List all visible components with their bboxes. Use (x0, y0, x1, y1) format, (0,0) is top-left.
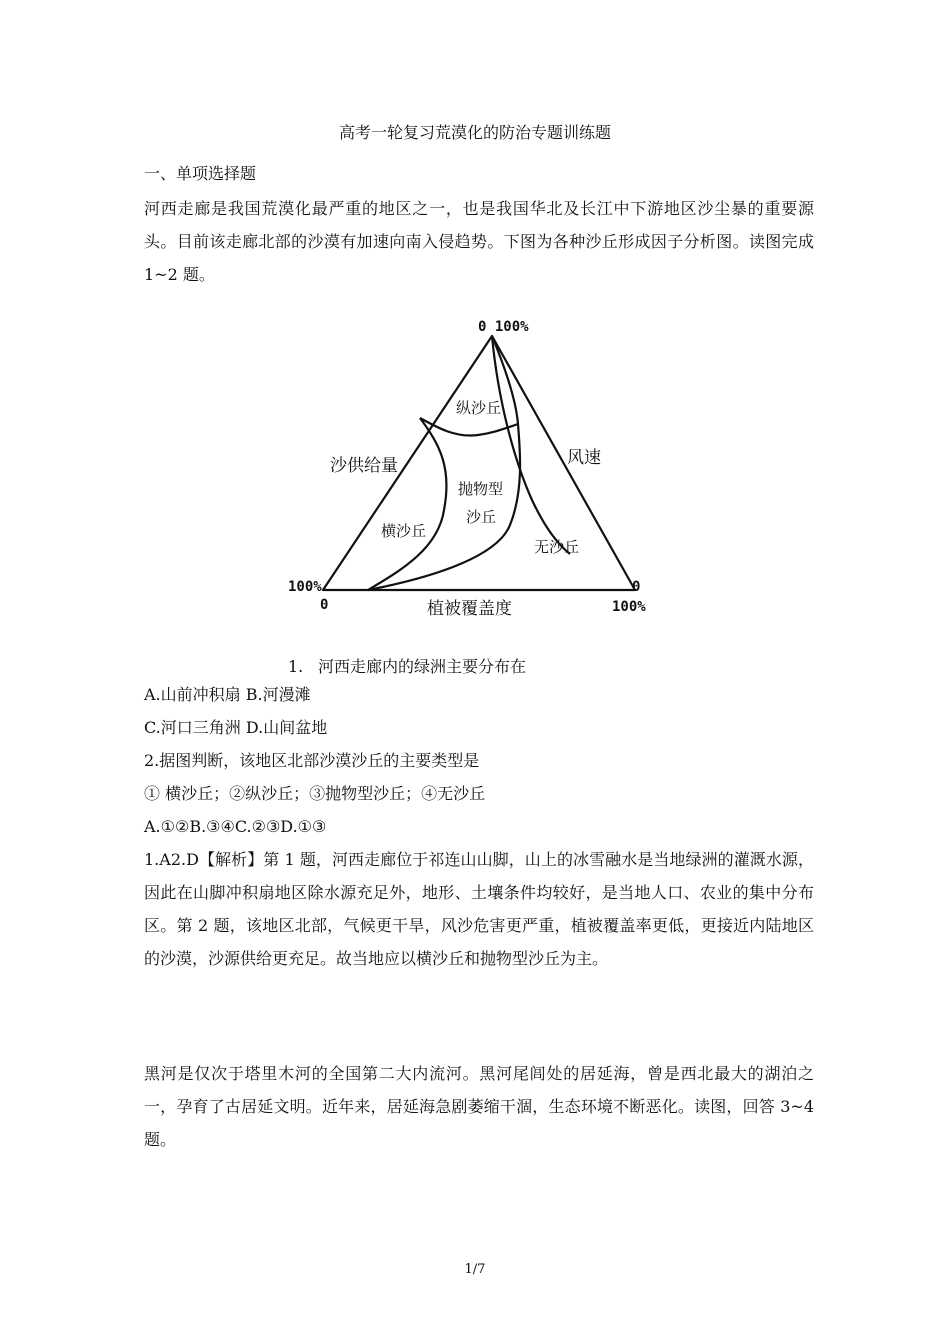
right-vertex-label-top: 0 (632, 579, 641, 595)
question-1 (288, 654, 526, 680)
q1-options-cd: C.河口三角洲 D.山间盆地 (144, 718, 328, 737)
left-axis-label: 沙供给量 (330, 456, 398, 476)
bottom-axis-label: 植被覆盖度 (427, 599, 512, 619)
region-parabolic-label-1: 抛物型 (458, 480, 504, 498)
question-1-number: 1. (288, 657, 304, 676)
intro-paragraph-1: 河西走廊是我国荒漠化最严重的地区之一，也是我国华北及长江中下游地区沙尘暴的重要源头。目前该走廊北部的沙漠有加速向南入侵趋势。下图为各种沙丘形成因子分析图。读图完成 1~2 题。 (144, 199, 814, 284)
top-vertex-label: 0 100% (478, 319, 529, 335)
page-number: 1/7 (464, 1262, 486, 1277)
region-transverse-label: 横沙丘 (381, 522, 427, 540)
question-2-items: ① 横沙丘；②纵沙丘；③抛物型沙丘；④无沙丘 (144, 784, 486, 803)
document-title: 高考一轮复习荒漠化的防治专题训练题 (338, 123, 611, 142)
left-vertex-label-bottom: 0 (320, 597, 329, 613)
dune-factor-triangle-diagram (280, 310, 670, 630)
q1-options-ab: A.山前冲积扇 B.河漫滩 (144, 685, 311, 704)
question-2: 2.据图判断，该地区北部沙漠沙丘的主要类型是 (144, 751, 480, 770)
section-heading: 一、单项选择题 (144, 164, 257, 183)
answer-explanation: 1.A2.D【解析】第 1 题，河西走廊位于祁连山山脚，山上的冰雪融水是当地绿洲的灌溉水源，因此在山脚冲积扇地区除水源充足外，地形、土壤条件均较好，是当地人口、农业的集中分布区。第 2 题，该地区北部，气候更干旱，风沙危害更严重，植被覆盖率更低，更接近内陆地区的沙漠，沙源供给更充足。故当地应以横沙丘和抛物型沙丘为主。 (144, 850, 814, 968)
region-longitudinal-label: 纵沙丘 (456, 399, 502, 417)
region-parabolic-label-2: 沙丘 (466, 508, 497, 526)
region-no-dune-label: 无沙丘 (534, 538, 580, 556)
intro-paragraph-2: 黑河是仅次于塔里木河的全国第二大内流河。黑河尾闾处的居延海，曾是西北最大的湖泊之一，孕育了古居延文明。近年来，居延海急剧萎缩干涸，生态环境不断恶化。读图，回答 3~4 题。 (144, 1064, 814, 1149)
question-1-text: 河西走廊内的绿洲主要分布在 (318, 657, 527, 676)
question-lines (144, 678, 814, 843)
right-axis-label: 风速 (567, 448, 601, 468)
question-2-options: A.①②B.③④C.②③D.①③ (144, 817, 327, 836)
left-vertex-label-top: 100% (288, 579, 322, 595)
right-vertex-label-bottom: 100% (612, 599, 646, 615)
